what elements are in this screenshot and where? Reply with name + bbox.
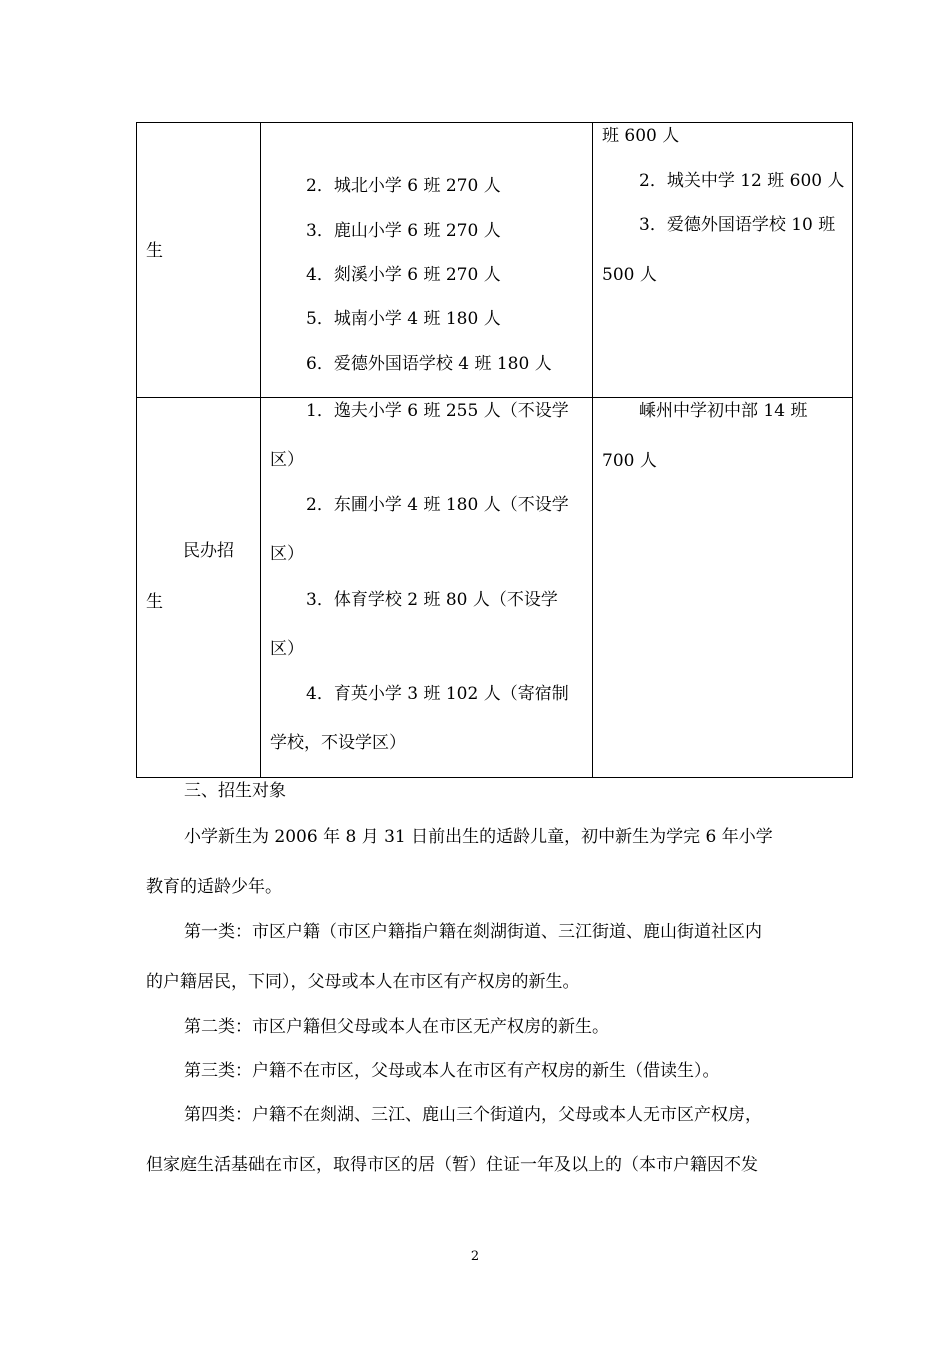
cell-text: 500 人 — [602, 265, 657, 285]
cell-text: 2．东圃小学 4 班 180 人（不设学 — [306, 495, 569, 515]
cell-text: 6．爱德外国语学校 4 班 180 人 — [306, 354, 552, 374]
cell-text: 民办招 — [183, 541, 234, 561]
paragraph-line: 第四类：户籍不在剡湖、三江、鹿山三个街道内，父母或本人无市区产权房， — [184, 1105, 762, 1125]
table-cell-category — [137, 123, 261, 398]
cell-text: 3．体育学校 2 班 80 人（不设学 — [306, 590, 558, 610]
enrollment-table — [136, 122, 853, 778]
cell-text: 班 600 人 — [602, 126, 680, 146]
cell-text: 生 — [146, 241, 163, 261]
table-cell-primary-schools — [261, 123, 593, 398]
cell-text: 4．剡溪小学 6 班 270 人 — [306, 265, 501, 285]
cell-text: 700 人 — [602, 451, 657, 471]
cell-text: 5．城南小学 4 班 180 人 — [306, 309, 501, 329]
cell-text: 嵊州中学初中部 14 班 — [639, 401, 808, 421]
paragraph-line: 第一类：市区户籍（市区户籍指户籍在剡湖街道、三江街道、鹿山街道社区内 — [184, 922, 762, 942]
paragraph-line: 但家庭生活基础在市区，取得市区的居（暂）住证一年及以上的（本市户籍因不发 — [146, 1155, 758, 1175]
cell-text: 1．逸夫小学 6 班 255 人（不设学 — [306, 401, 569, 421]
cell-text: 区） — [270, 450, 304, 470]
table-cell-private-middle — [593, 398, 853, 778]
paragraph-line: 第三类：户籍不在市区，父母或本人在市区有产权房的新生（借读生）。 — [184, 1061, 720, 1081]
table-row — [137, 398, 853, 778]
cell-text: 4．育英小学 3 班 102 人（寄宿制 — [306, 684, 569, 704]
table-cell-private-primary — [261, 398, 593, 778]
cell-text: 生 — [146, 592, 163, 612]
cell-text: 3．鹿山小学 6 班 270 人 — [306, 221, 501, 241]
table-cell-middle-schools — [593, 123, 853, 398]
cell-text: 学校，不设学区） — [270, 733, 406, 753]
cell-text: 3．爱德外国语学校 10 班 — [639, 215, 836, 235]
table-row — [137, 123, 853, 398]
cell-text: 2．城北小学 6 班 270 人 — [306, 176, 501, 196]
paragraph-line: 第二类：市区户籍但父母或本人在市区无产权房的新生。 — [184, 1017, 609, 1037]
cell-text: 区） — [270, 544, 304, 564]
paragraph-line: 小学新生为 2006 年 8 月 31 日前出生的适龄儿童，初中新生为学完 6 年小学 — [184, 827, 773, 847]
paragraph-line: 的户籍居民，下同），父母或本人在市区有产权房的新生。 — [146, 972, 580, 992]
section-heading: 三、招生对象 — [184, 781, 286, 801]
cell-text: 2．城关中学 12 班 600 人 — [639, 171, 845, 191]
cell-text: 区） — [270, 639, 304, 659]
table-cell-category — [137, 398, 261, 778]
page-number: 2 — [470, 1249, 480, 1264]
paragraph-line: 教育的适龄少年。 — [146, 877, 282, 897]
